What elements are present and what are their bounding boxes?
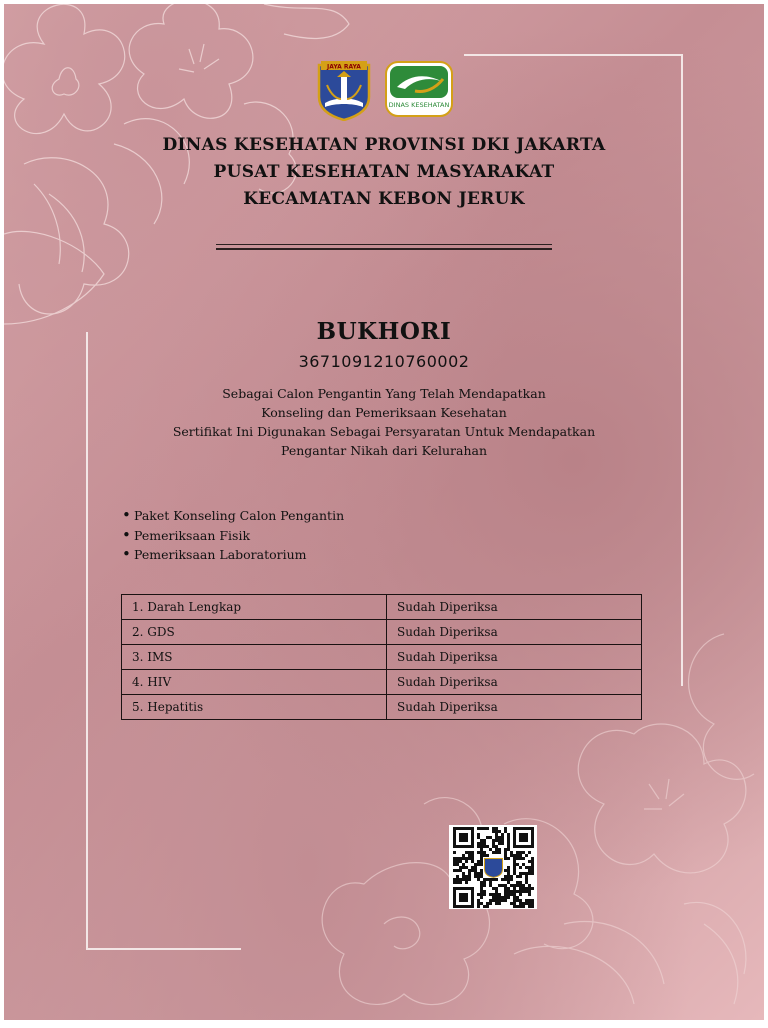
frame-bottom-line xyxy=(86,948,241,950)
table-row xyxy=(122,670,642,695)
description-line-3: Sertifikat Ini Digunakan Sebagai Persyaratan Untuk Mendapatkan xyxy=(172,424,596,439)
services-list xyxy=(122,506,344,565)
test-status: Sudah Diperiksa xyxy=(387,645,642,670)
recipient-nik: 3671091210760002 xyxy=(298,352,470,371)
test-results-table xyxy=(121,594,642,720)
logo-text: DINAS KESEHATAN xyxy=(388,101,450,109)
service-item: • Pemeriksaan Fisik xyxy=(122,526,344,546)
test-status: Sudah Diperiksa xyxy=(387,620,642,645)
frame-top-line xyxy=(464,54,683,56)
jaya-raya-emblem xyxy=(315,59,373,121)
test-name: 2. GDS xyxy=(122,620,387,645)
divider-rule-bottom xyxy=(216,248,552,250)
service-item: • Pemeriksaan Laboratorium xyxy=(122,545,344,565)
dinas-kesehatan-logo xyxy=(385,61,453,117)
description-line-1: Sebagai Calon Pengantin Yang Telah Mendapatkan xyxy=(222,386,546,401)
table-row xyxy=(122,695,642,720)
test-name: 5. Hepatitis xyxy=(122,695,387,720)
test-name: 1. Darah Lengkap xyxy=(122,595,387,620)
test-status: Sudah Diperiksa xyxy=(387,595,642,620)
test-status: Sudah Diperiksa xyxy=(387,695,642,720)
divider-rule-top xyxy=(216,244,552,245)
certificate-page xyxy=(4,4,764,1020)
description-line-4: Pengantar Nikah dari Kelurahan xyxy=(280,443,488,458)
institution-line-2: PUSAT KESEHATAN MASYARAKAT xyxy=(213,162,555,182)
test-name: 4. HIV xyxy=(122,670,387,695)
table-row xyxy=(122,620,642,645)
institution-heading xyxy=(4,132,764,213)
service-item: • Paket Konseling Calon Pengantin xyxy=(122,506,344,526)
test-status: Sudah Diperiksa xyxy=(387,670,642,695)
description-line-2: Konseling dan Pemeriksaan Kesehatan xyxy=(261,405,507,420)
test-name: 3. IMS xyxy=(122,645,387,670)
table-row xyxy=(122,595,642,620)
table-row xyxy=(122,645,642,670)
qr-code[interactable] xyxy=(449,825,537,909)
institution-line-1: DINAS KESEHATAN PROVINSI DKI JAKARTA xyxy=(162,135,606,155)
institution-line-3: KECAMATAN KEBON JERUK xyxy=(243,189,525,209)
certificate-description xyxy=(4,384,764,460)
recipient-name: BUKHORI xyxy=(316,318,452,345)
emblem-text: JAYA RAYA xyxy=(327,63,361,71)
